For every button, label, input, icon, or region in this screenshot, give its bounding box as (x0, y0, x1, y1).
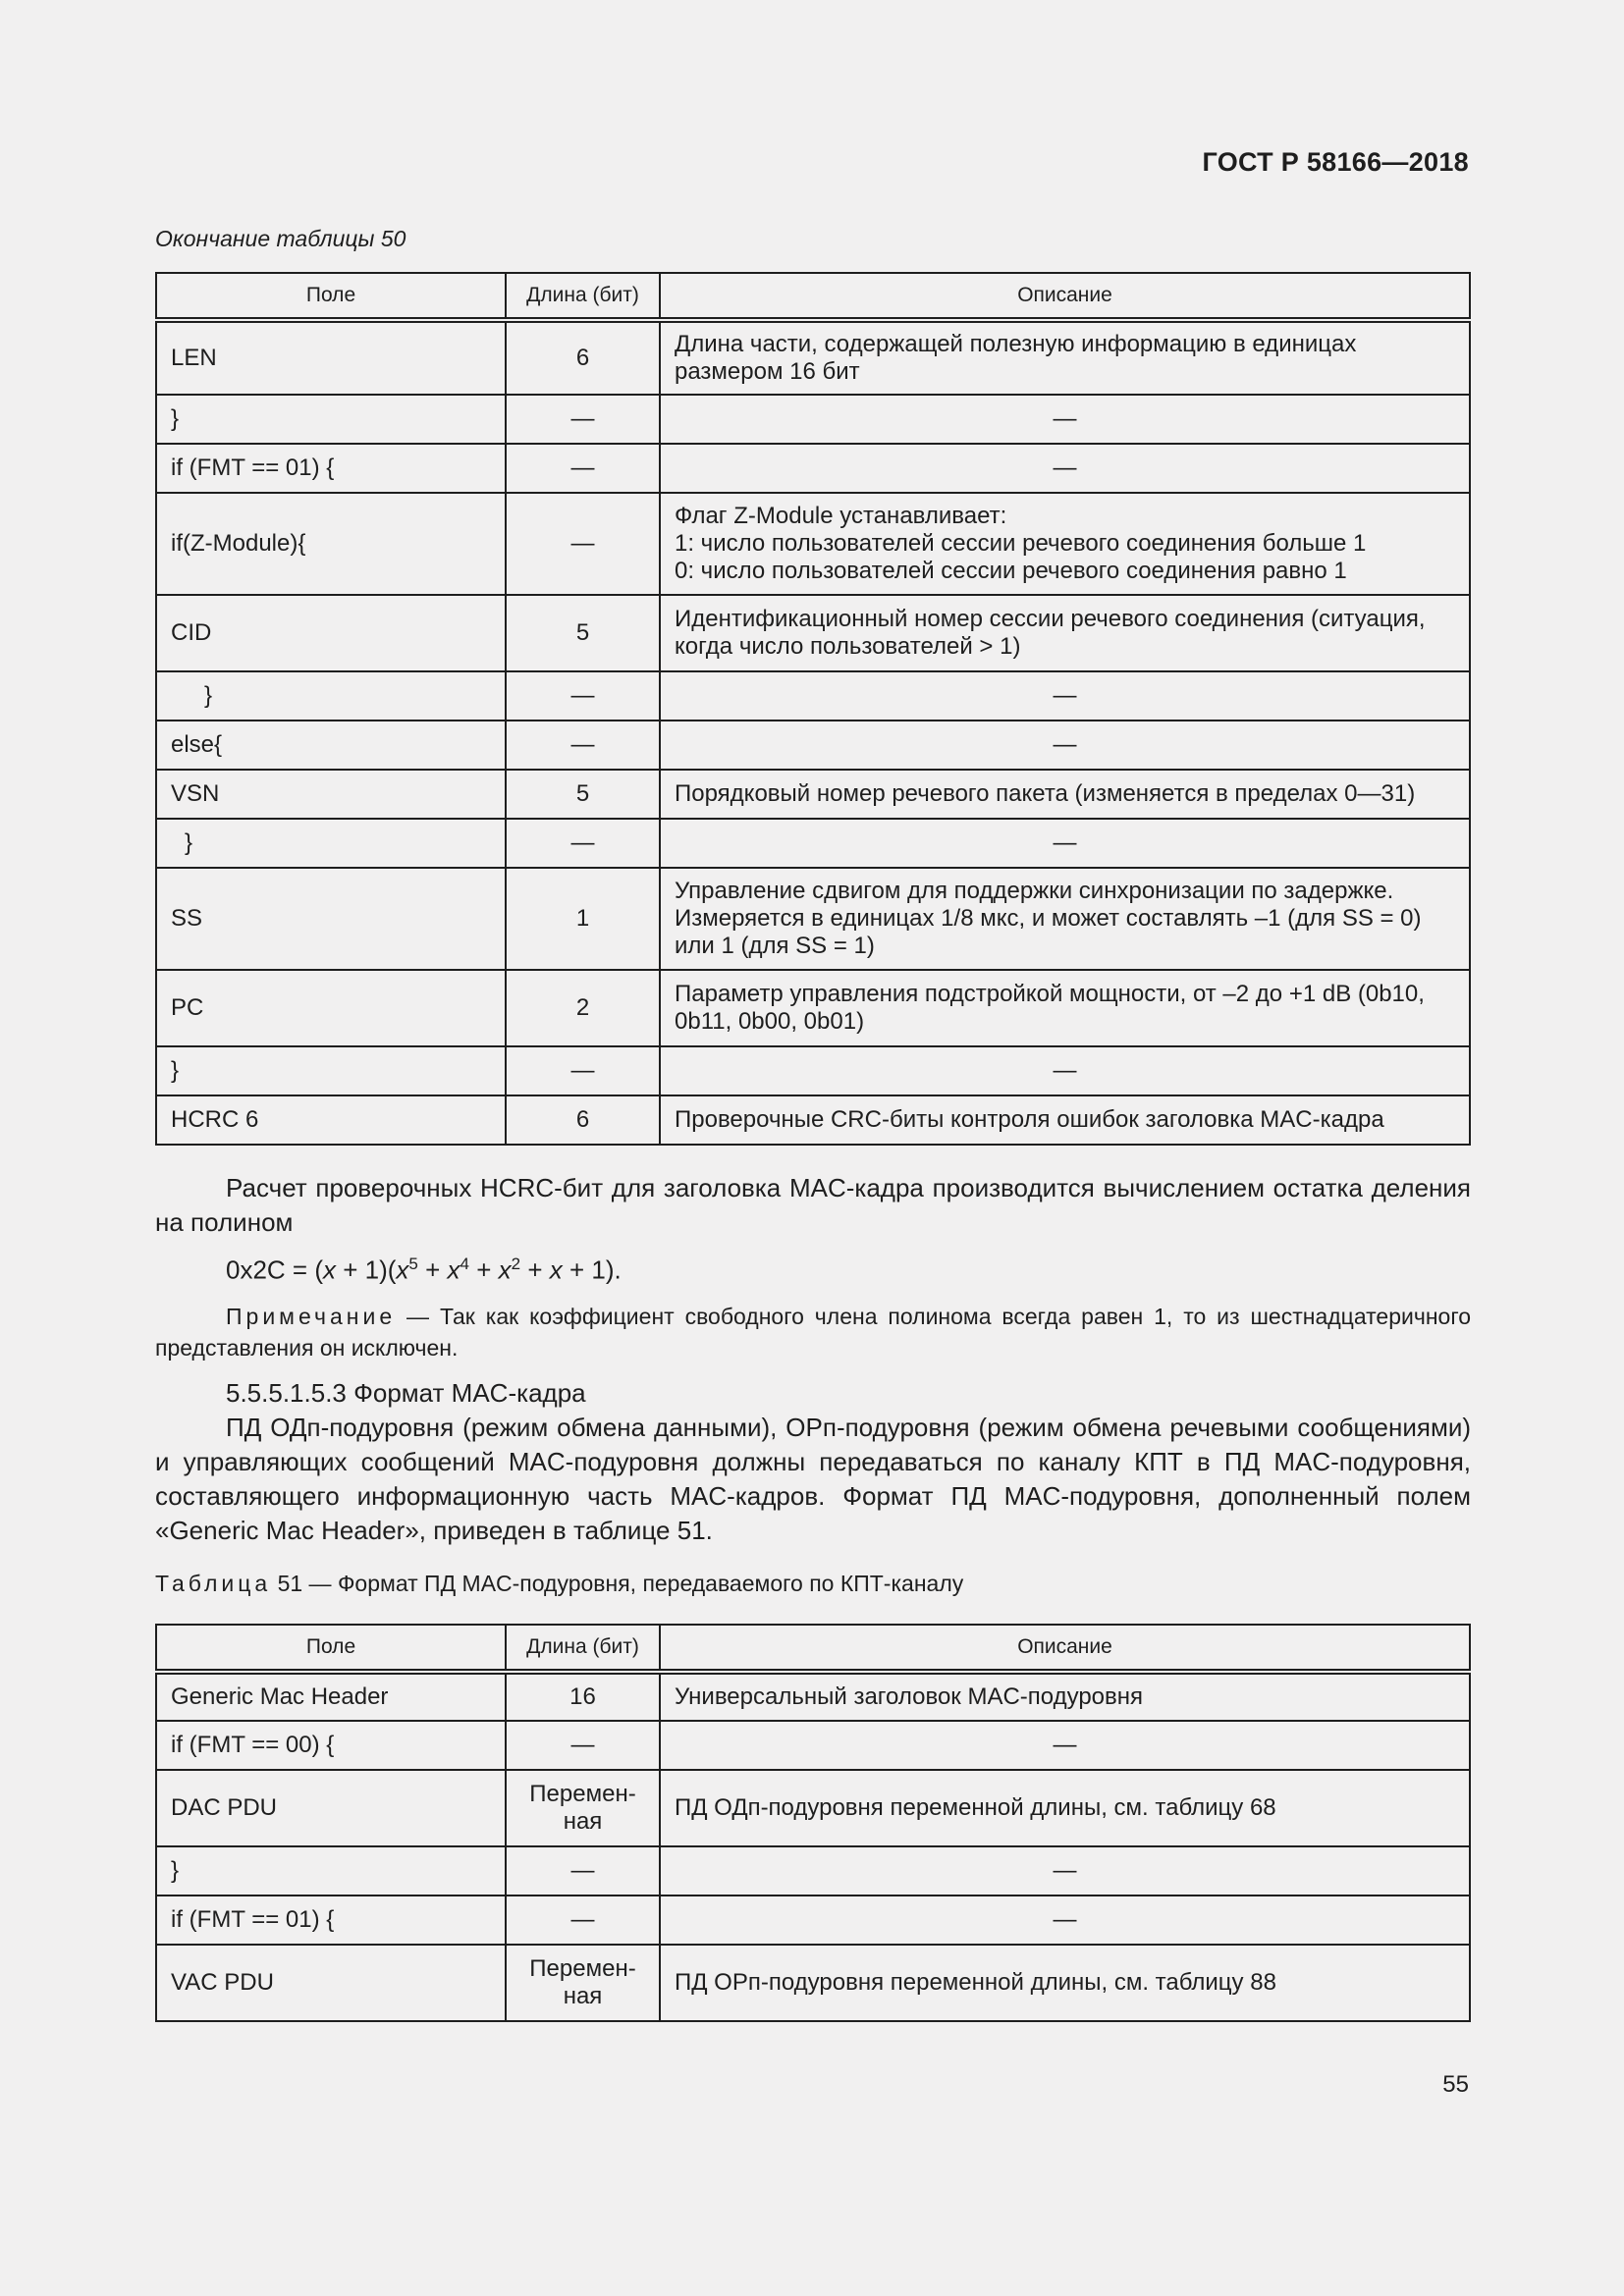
table-caption-label: Таблица (155, 1571, 272, 1596)
table-row (156, 1095, 1470, 1145)
table-row (156, 1945, 1470, 2021)
column-header-length: Длина (бит) (506, 273, 660, 320)
description-cell: — (660, 1046, 1470, 1095)
length-cell: 5 (506, 595, 660, 671)
table-row (156, 493, 1470, 595)
description-cell: — (660, 1846, 1470, 1896)
table-50 (155, 272, 1471, 1146)
table-row (156, 444, 1470, 493)
polynomial-formula: $0x2C = (x + 1)(x^5 + x^4 + x^2 + x + 1)$. (226, 1255, 622, 1285)
description-cell: — (660, 1721, 1470, 1770)
table-row (156, 1721, 1470, 1770)
field-cell: SS (156, 868, 506, 970)
table-row (156, 1846, 1470, 1896)
field-cell: } (156, 1046, 506, 1095)
paragraph-mac-frame: ПД ОДп-подуровня (режим обмена данными), ОРп-подуровня (режим обмена речевыми сообщениями) и управляющих сообщений MAC-подуровня должны передаваться по каналу КПТ в ПД MAC-подуровня, составляющего информационную часть MAC-кадров. Формат ПД MAC-подуровня, дополненный полем «Generic Mac Header», приведен в таблице 51. (155, 1413, 1471, 1545)
field-cell: if (FMT == 01) { (156, 1896, 506, 1945)
length-cell: 16 (506, 1672, 660, 1721)
table-row (156, 671, 1470, 721)
table-row (156, 1770, 1470, 1846)
table-row (156, 721, 1470, 770)
table-row (156, 970, 1470, 1046)
table-row (156, 320, 1470, 395)
table-header-row (156, 273, 1470, 320)
description-cell: ПД ОДп-подуровня переменной длины, см. таблицу 68 (660, 1770, 1470, 1846)
length-cell: — (506, 395, 660, 444)
description-cell: Порядковый номер речевого пакета (изменяется в пределах 0—31) (660, 770, 1470, 819)
note (155, 1301, 1471, 1363)
description-cell: — (660, 444, 1470, 493)
length-cell (506, 1770, 660, 1846)
description-cell: — (660, 395, 1470, 444)
description-line: 0: число пользователей сессии речевого соединения равно 1 (675, 558, 1347, 584)
table-row (156, 595, 1470, 671)
column-header-field: Поле (156, 273, 506, 320)
field-cell: Generic Mac Header (156, 1672, 506, 1721)
description-cell: Управление сдвигом для поддержки синхронизации по задержке. Измеряется в единицах 1/8 мкс, и может составлять –1 (для SS = 0) или 1 (для SS = 1) (660, 868, 1470, 970)
table-row (156, 1896, 1470, 1945)
length-cell: — (506, 1846, 660, 1896)
length-cell: — (506, 1046, 660, 1095)
description-cell: — (660, 671, 1470, 721)
table-row (156, 770, 1470, 819)
table-row (156, 1672, 1470, 1721)
column-header-description: Описание (660, 1625, 1470, 1672)
length-cell: — (506, 493, 660, 595)
note-label: Примечание (226, 1304, 397, 1329)
description-cell (660, 493, 1470, 595)
table-row (156, 1046, 1470, 1095)
length-cell: — (506, 671, 660, 721)
field-cell: if (FMT == 00) { (156, 1721, 506, 1770)
field-cell: VSN (156, 770, 506, 819)
length-cell: 6 (506, 320, 660, 395)
table-caption-text: 51 — Формат ПД MAC-подуровня, передаваемого по КПТ-каналу (271, 1571, 964, 1596)
length-line: ная (563, 1983, 603, 2009)
description-line: Флаг Z-Module устанавливает: (675, 503, 1007, 529)
table-continuation-caption: Окончание таблицы 50 (155, 226, 406, 251)
note-text: — Так как коэффициент свободного члена полинома всегда равен 1, то из шестнадцатеричного представления он исключен. (155, 1304, 1471, 1361)
table-header-row (156, 1625, 1470, 1672)
length-cell (506, 1945, 660, 2021)
field-cell: } (156, 395, 506, 444)
table-51-caption (155, 1571, 963, 1597)
field-cell: CID (156, 595, 506, 671)
length-cell: 2 (506, 970, 660, 1046)
length-cell: — (506, 819, 660, 868)
document-code: ГОСТ Р 58166—2018 (1202, 147, 1469, 177)
table-row (156, 395, 1470, 444)
length-cell: — (506, 1721, 660, 1770)
field-cell: HCRC 6 (156, 1095, 506, 1145)
description-cell: Проверочные CRC-биты контроля ошибок заголовка MAC-кадра (660, 1095, 1470, 1145)
description-cell: Длина части, содержащей полезную информацию в единицах размером 16 бит (660, 320, 1470, 395)
table-row (156, 819, 1470, 868)
field-cell: } (156, 819, 506, 868)
description-line: 1: число пользователей сессии речевого соединения больше 1 (675, 530, 1367, 557)
description-cell: Параметр управления подстройкой мощности, от –2 до +1 dB (0b10, 0b11, 0b00, 0b01) (660, 970, 1470, 1046)
paragraph-hcrc: Расчет проверочных HCRC-бит для заголовка MAC-кадра производится вычислением остатка деления на полином (155, 1173, 1471, 1237)
column-header-field: Поле (156, 1625, 506, 1672)
field-cell: } (156, 1846, 506, 1896)
table-51 (155, 1624, 1471, 2022)
length-line: Перемен- (529, 1955, 636, 1982)
field-cell: if (FMT == 01) { (156, 444, 506, 493)
length-cell: — (506, 1896, 660, 1945)
description-cell: — (660, 721, 1470, 770)
field-cell: } (156, 671, 506, 721)
length-line: Перемен- (529, 1781, 636, 1807)
table-row (156, 868, 1470, 970)
description-cell: Идентификационный номер сессии речевого соединения (ситуация, когда число пользователей > 1) (660, 595, 1470, 671)
field-cell: if(Z-Module){ (156, 493, 506, 595)
description-cell: — (660, 1896, 1470, 1945)
description-cell: Универсальный заголовок MAC-подуровня (660, 1672, 1470, 1721)
length-cell: 1 (506, 868, 660, 970)
section-heading: 5.5.5.1.5.3 Формат MAC-кадра (226, 1378, 586, 1408)
length-line: ная (563, 1808, 603, 1835)
length-cell: — (506, 444, 660, 493)
page-number: 55 (1442, 2071, 1469, 2098)
length-cell: — (506, 721, 660, 770)
description-cell: — (660, 819, 1470, 868)
field-cell: LEN (156, 320, 506, 395)
field-cell: else{ (156, 721, 506, 770)
field-cell: DAC PDU (156, 1770, 506, 1846)
column-header-description: Описание (660, 273, 1470, 320)
length-cell: 6 (506, 1095, 660, 1145)
field-cell: VAC PDU (156, 1945, 506, 2021)
field-cell: PC (156, 970, 506, 1046)
length-cell: 5 (506, 770, 660, 819)
column-header-length: Длина (бит) (506, 1625, 660, 1672)
description-cell: ПД ОРп-подуровня переменной длины, см. таблицу 88 (660, 1945, 1470, 2021)
